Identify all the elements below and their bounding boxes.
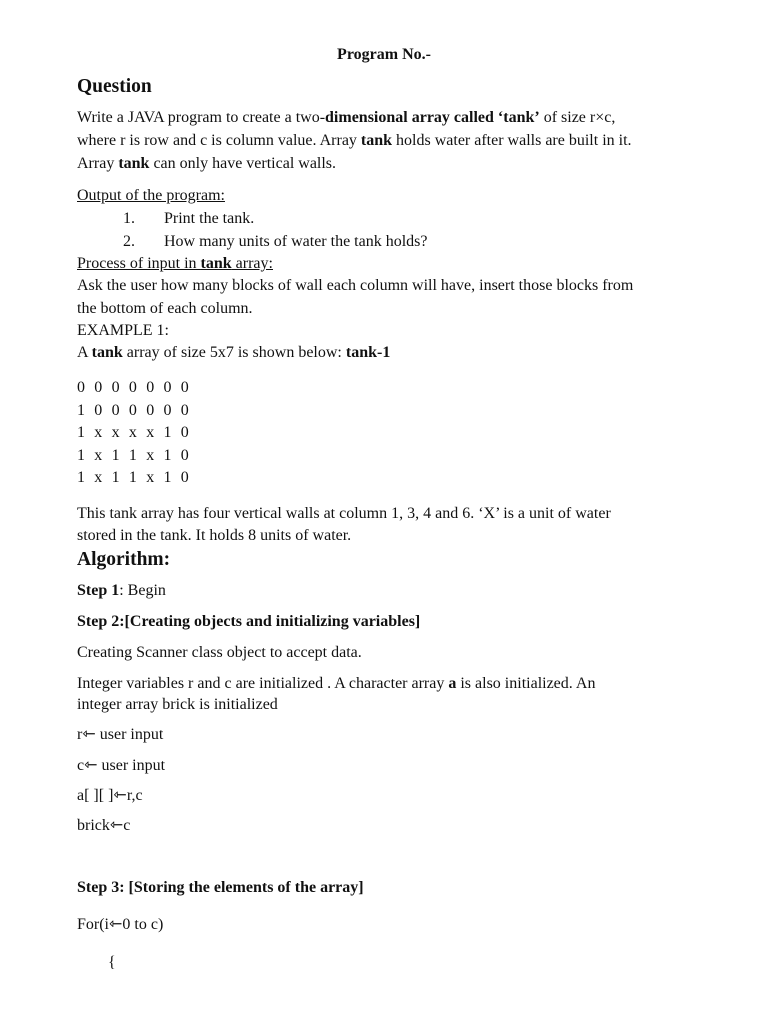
tank-cell: 0 xyxy=(146,401,155,419)
tank-cell: x xyxy=(146,469,155,486)
tank-cell: 1 xyxy=(77,469,85,486)
tank-cell: 0 xyxy=(111,401,120,419)
assignment-var: brick xyxy=(77,817,110,834)
tank-cell: 0 xyxy=(128,379,137,396)
assignment-brick xyxy=(77,816,130,836)
tank-cell: 0 xyxy=(180,401,189,419)
example-text: array of size 5x7 is shown below: xyxy=(122,344,346,361)
step-2-text: Integer variables r and c are initialized . A character array xyxy=(77,675,449,692)
tank-cell: 0 xyxy=(94,401,103,419)
assignment-var: a[ ][ ] xyxy=(77,787,114,804)
tank-row xyxy=(77,423,198,443)
assignment-value: user input xyxy=(97,757,166,774)
question-heading: Question xyxy=(77,76,152,97)
intro-text: can only have vertical walls. xyxy=(149,155,337,172)
tank-cell: x xyxy=(146,446,155,464)
tank-cell: 0 xyxy=(163,401,172,419)
tank-cell: 1 xyxy=(77,401,85,419)
for-loop-text: 0 to c) xyxy=(122,916,164,933)
tank-cell: x xyxy=(146,424,155,441)
description-line-1: This tank array has four vertical walls at column 1, 3, 4 and 6. ‘X’ is a unit of water xyxy=(77,505,611,522)
process-heading-bold: tank xyxy=(200,255,232,272)
tank-row xyxy=(77,446,198,466)
tank-cell: 0 xyxy=(146,379,155,396)
intro-text: Write a JAVA program to create a two- xyxy=(77,109,326,126)
tank-cell: x xyxy=(94,424,103,441)
output-item-text: How many units of water the tank holds? xyxy=(164,233,428,250)
intro-line-2 xyxy=(77,131,632,151)
tank-cell: x xyxy=(128,424,137,441)
step-2-line-2 xyxy=(77,674,595,694)
tank-row xyxy=(77,468,198,488)
assignment-c xyxy=(77,756,165,776)
output-heading: Output of the program: xyxy=(77,187,225,204)
tank-cell: 0 xyxy=(180,424,189,441)
assignment-value: user input xyxy=(95,726,164,743)
intro-line-3 xyxy=(77,154,336,174)
assignment-a xyxy=(77,786,143,806)
for-loop-line xyxy=(77,915,163,935)
left-arrow-icon: ⇽ xyxy=(82,726,96,743)
tank-cell: 1 xyxy=(163,424,172,441)
left-arrow-icon: ⇽ xyxy=(109,817,124,834)
process-heading-text: array: xyxy=(231,255,273,272)
intro-bold-text: dimensional array called ‘tank’ xyxy=(325,109,540,126)
step-2-line-3: integer array brick is initialized xyxy=(77,696,278,713)
tank-row xyxy=(77,401,198,421)
example-text: A xyxy=(77,344,92,361)
assignment-r xyxy=(77,725,163,745)
intro-line-1 xyxy=(77,108,615,128)
tank-cell: x xyxy=(94,446,103,464)
intro-bold-text: tank xyxy=(118,155,150,172)
program-number: Program No.- xyxy=(337,46,431,63)
process-line-2: the bottom of each column. xyxy=(77,300,253,317)
left-arrow-icon: ⇽ xyxy=(109,916,123,933)
process-line-1: Ask the user how many blocks of wall each column will have, insert those blocks from xyxy=(77,277,634,294)
tank-cell: 1 xyxy=(128,469,137,486)
output-item-number: 2. xyxy=(123,233,135,250)
example-line xyxy=(77,343,390,363)
algorithm-heading: Algorithm: xyxy=(77,549,171,570)
example-label: EXAMPLE 1: xyxy=(77,322,169,339)
tank-cell: 0 xyxy=(180,446,189,464)
step-2-heading: Step 2:[Creating objects and initializing variables] xyxy=(77,613,421,630)
left-arrow-icon: ⇽ xyxy=(84,757,98,774)
tank-cell: 0 xyxy=(94,379,103,396)
tank-cell: x xyxy=(111,424,120,441)
tank-cell: 1 xyxy=(111,446,120,464)
step-3-heading: Step 3: [Storing the elements of the array] xyxy=(77,879,364,896)
tank-cell: 1 xyxy=(128,446,137,464)
tank-cell: 1 xyxy=(111,469,120,486)
tank-cell: 0 xyxy=(180,469,189,486)
tank-cell: 0 xyxy=(111,379,120,396)
tank-cell: 1 xyxy=(163,469,172,486)
tank-cell: 1 xyxy=(77,424,85,441)
output-item-number: 1. xyxy=(123,210,135,227)
intro-text: of size r×c, xyxy=(539,109,616,126)
tank-cell: 0 xyxy=(128,401,137,419)
tank-cell: 0 xyxy=(77,379,85,396)
step-1 xyxy=(77,581,166,601)
open-brace: { xyxy=(108,954,116,971)
step-1-text: : Begin xyxy=(119,582,166,599)
tank-row xyxy=(77,378,198,398)
intro-bold-text: tank xyxy=(360,132,393,149)
for-loop-text: For(i xyxy=(77,916,109,933)
intro-text: Array xyxy=(77,155,119,172)
tank-cell: 0 xyxy=(180,379,189,396)
description-line-2: stored in the tank. It holds 8 units of water. xyxy=(77,527,352,544)
assignment-var: r xyxy=(77,726,83,743)
assignment-value: c xyxy=(123,817,131,834)
intro-text: holds water after walls are built in it. xyxy=(392,132,632,149)
process-heading xyxy=(77,254,273,274)
left-arrow-icon: ⇽ xyxy=(113,787,127,804)
step-2-bold-text: a xyxy=(448,675,457,692)
step-2-text: is also initialized. An xyxy=(456,675,596,692)
output-item-text: Print the tank. xyxy=(164,210,255,227)
step-1-label: Step 1 xyxy=(77,582,120,599)
tank-cell: 0 xyxy=(163,379,172,396)
tank-cell: 1 xyxy=(77,446,85,464)
intro-text: where r is row and c is column value. Array xyxy=(77,132,361,149)
tank-cell: 1 xyxy=(163,446,172,464)
example-bold-text: tank xyxy=(91,344,123,361)
process-heading-text: Process of input in xyxy=(77,255,201,272)
step-2-line-1: Creating Scanner class object to accept data. xyxy=(77,644,362,661)
assignment-var: c xyxy=(77,757,85,774)
example-bold-text: tank-1 xyxy=(345,344,391,361)
tank-cell: x xyxy=(94,469,103,486)
assignment-value: r,c xyxy=(126,787,143,804)
